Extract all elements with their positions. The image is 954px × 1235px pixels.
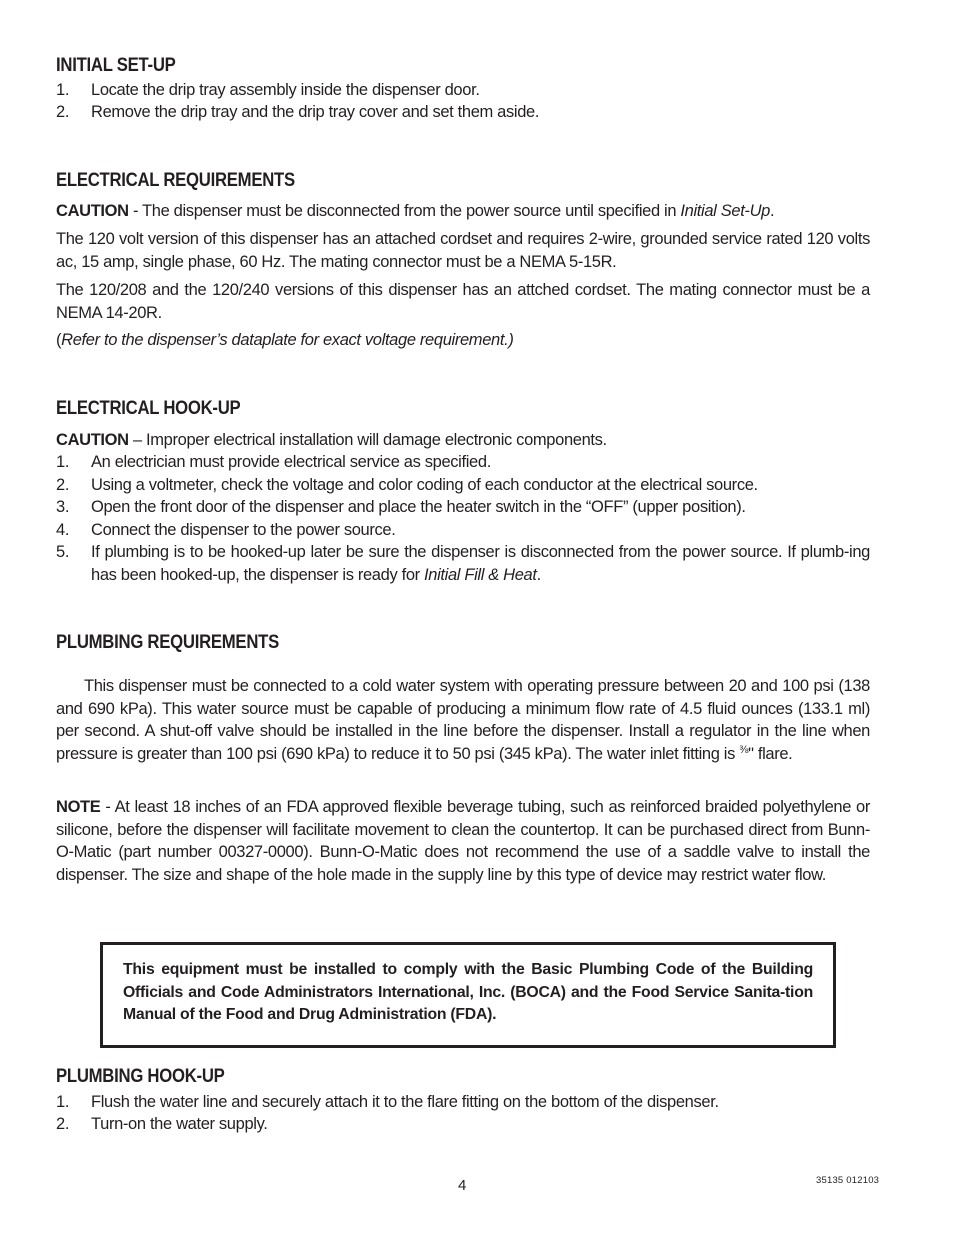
list-text-main: If plumbing is to be hooked-up later be sure the dispenser is disconnected from the power source. If plumb-ing has been hooked-up, the dispenser is ready for	[91, 543, 870, 584]
note-open-paren: (	[56, 331, 62, 349]
plumbing-paragraph-text: This dispenser must be connected to a cold water system with operating pressure between 20 and 100 psi (138 and 690 kPa). This water source must be capable of producing a minimum flow rate of 4.5 fluid ounces (133.1 ml) per second. A shut-off valve should be installed in the line before the dispenser. Install a regulator in the line when pressure is greater than 100 psi (690 kPa) to reduce it to 50 psi (345 kPa). The water inlet fitting is	[56, 677, 870, 763]
list-item	[56, 79, 870, 102]
note-label: NOTE	[56, 798, 101, 816]
caution-label: CAUTION	[56, 431, 129, 449]
list-text: Remove the drip tray and the drip tray cover and set them aside.	[91, 103, 540, 121]
list-item	[56, 541, 870, 586]
voltage-paragraph-208-240: The 120/208 and the 120/240 versions of this dispenser has an attched cordset. The mating connector must be a NEMA 14-20R.	[56, 281, 870, 322]
list-item	[56, 1091, 870, 1114]
list-text: Locate the drip tray assembly inside the dispenser door.	[91, 81, 480, 99]
list-number: 4.	[56, 521, 70, 539]
fraction-three-eighths: ⅜	[739, 743, 749, 756]
heading-electrical-hookup: ELECTRICAL HOOK-UP	[56, 398, 241, 419]
code-compliance-notice-text: This equipment must be installed to comply with the Basic Plumbing Code of the Building Officials and Code Administrators International, Inc. (BOCA) and the Food Service Sanita-tion Manual of the Food and Drug Administration (FDA).	[123, 961, 813, 1023]
list-text: Using a voltmeter, check the voltage and color coding of each conductor at the electrical source.	[91, 476, 758, 494]
list-text-reference: Initial Fill & Heat	[424, 565, 537, 584]
caution-paragraph	[56, 200, 870, 223]
list-number: 1.	[56, 453, 70, 471]
heading-plumbing-requirements: PLUMBING REQUIREMENTS	[56, 632, 279, 653]
list-number: 1.	[56, 81, 70, 99]
heading-electrical-requirements: ELECTRICAL REQUIREMENTS	[56, 170, 295, 191]
tubing-note-paragraph	[56, 796, 870, 886]
list-number: 3.	[56, 498, 70, 516]
document-code: 35135 012103	[816, 1175, 880, 1186]
list-text: An electrician must provide electrical service as specified.	[91, 453, 491, 471]
list-text	[91, 541, 870, 586]
plumbing-pressure-paragraph	[56, 675, 870, 767]
heading-initial-setup: INITIAL SET-UP	[56, 55, 176, 76]
list-text-end: .	[536, 565, 541, 584]
caution-reference: Initial Set-Up	[680, 202, 770, 220]
page-number: 4	[458, 1177, 467, 1194]
list-item	[56, 101, 870, 124]
caution-text: – Improper electrical installation will damage electronic components.	[128, 431, 607, 449]
list-text: Open the front door of the dispenser and place the heater switch in the “OFF” (upper position).	[91, 498, 746, 516]
caution-label: CAUTION	[56, 202, 129, 220]
list-item	[56, 496, 870, 519]
list-number: 2.	[56, 1115, 70, 1133]
list-number: 2.	[56, 103, 70, 121]
caution-end: .	[769, 202, 775, 220]
voltage-paragraph-120: The 120 volt version of this dispenser has an attached cordset and requires 2-wire, grounded service rated 120 volts ac, 15 amp, single phase, 60 Hz. The mating connector must be a NEMA 5-15R.	[56, 230, 870, 271]
caution-text: - The dispenser must be disconnected from the power source until specified in	[128, 202, 681, 220]
list-number: 5.	[56, 543, 70, 561]
list-text: Turn-on the water supply.	[91, 1115, 268, 1133]
heading-plumbing-hookup: PLUMBING HOOK-UP	[56, 1066, 225, 1087]
list-item	[56, 519, 870, 542]
list-text: Flush the water line and securely attach it to the flare fitting on the bottom of the dispenser.	[91, 1093, 719, 1111]
dataplate-note	[56, 329, 870, 352]
list-item	[56, 451, 870, 474]
list-text: Connect the dispenser to the power source.	[91, 521, 396, 539]
list-item	[56, 474, 870, 497]
caution-paragraph	[56, 429, 870, 452]
list-number: 2.	[56, 476, 70, 494]
dataplate-note-text: Refer to the dispenser’s dataplate for exact voltage requirement.)	[61, 331, 514, 349]
list-number: 1.	[56, 1093, 70, 1111]
code-compliance-notice-box	[100, 942, 836, 1048]
note-text: - At least 18 inches of an FDA approved flexible beverage tubing, such as reinforced braided polyethylene or silicone, before the dispenser will facilitate movement to clean the countertop. It can be purchased direct from Bunn-O-Matic (part number 00327-0000). Bunn-O-Matic does not recommend the use of a saddle valve to install the dispenser. The size and shape of the hole made in the supply line by this type of device may restrict water flow.	[56, 798, 870, 884]
list-item	[56, 1113, 870, 1136]
plumbing-paragraph-end: " flare.	[748, 744, 793, 763]
